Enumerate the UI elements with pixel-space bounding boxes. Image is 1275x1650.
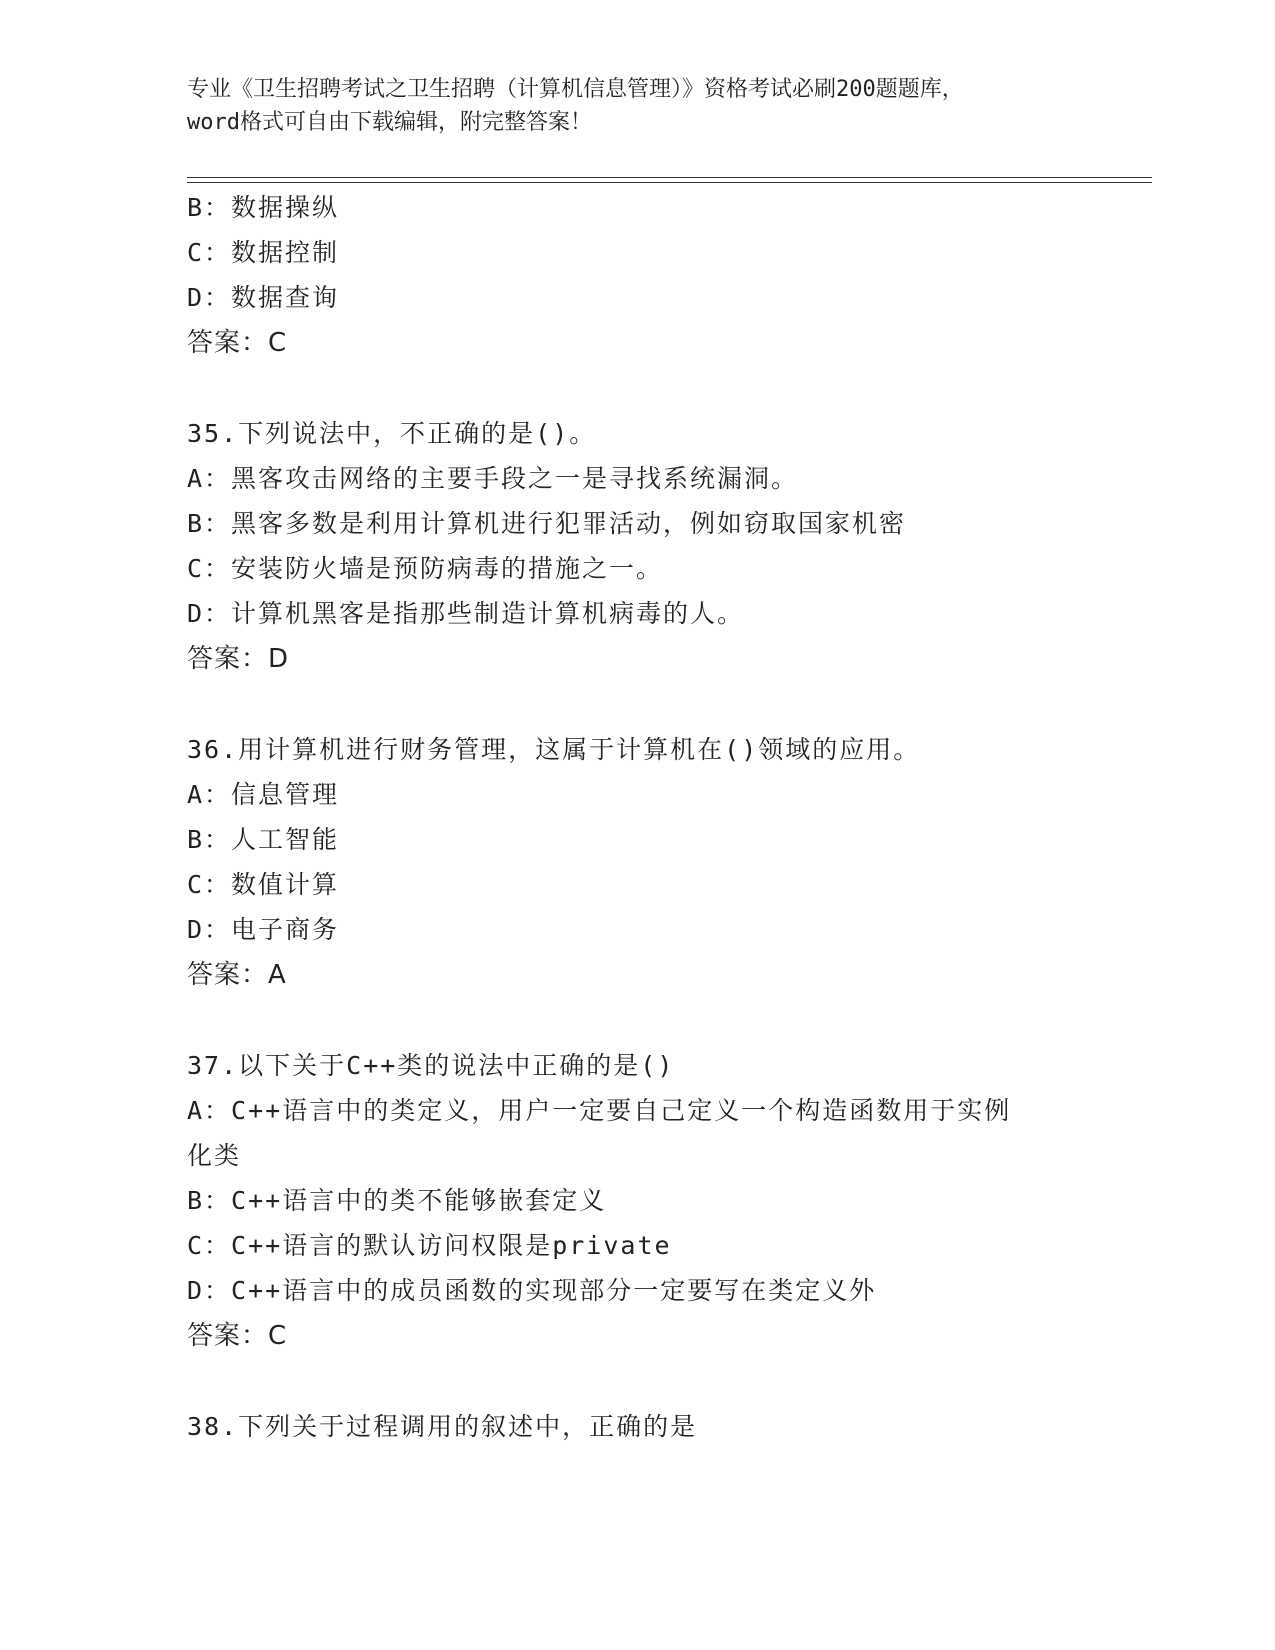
q34-option-b: B：数据操纵 [187,193,340,222]
q37-option-a-continued: 化类 [187,1141,242,1170]
q36-question: 36.用计算机进行财务管理，这属于计算机在()领域的应用。 [187,735,921,764]
q37-option-a: A：C++语言中的类定义，用户一定要自己定义一个构造函数用于实例 [187,1096,1012,1125]
q34-option-c: C：数据控制 [187,238,340,267]
q38-question: 38.下列关于过程调用的叙述中，正确的是 [187,1412,698,1441]
header-title-line-2: word格式可自由下载编辑，附完整答案！ [187,110,592,135]
q35-question: 35.下列说法中，不正确的是()。 [187,419,597,448]
q36-option-a: A：信息管理 [187,780,340,809]
q35-option-c: C：安装防火墙是预防病毒的措施之一。 [187,554,664,583]
q37-question: 37.以下关于C++类的说法中正确的是() [187,1051,675,1080]
q37-answer: 答案：C [187,1321,288,1351]
header-divider-bottom [187,182,1152,183]
header-divider-top [187,177,1152,178]
q35-option-a: A：黑客攻击网络的主要手段之一是寻找系统漏洞。 [187,464,799,493]
q34-option-d: D：数据查询 [187,283,340,312]
q36-answer: 答案：A [187,960,287,990]
q37-option-b: B：C++语言中的类不能够嵌套定义 [187,1186,607,1215]
q36-option-d: D：电子商务 [187,915,340,944]
q35-answer: 答案：D [187,644,290,674]
q34-answer: 答案：C [187,328,288,358]
q36-option-b: B：人工智能 [187,825,340,854]
q36-option-c: C：数值计算 [187,870,340,899]
q37-option-d: D：C++语言中的成员函数的实现部分一定要写在类定义外 [187,1276,877,1305]
header-title-line-1: 专业《卫生招聘考试之卫生招聘（计算机信息管理）》资格考试必刷200题题库， [187,77,964,102]
q37-option-c: C：C++语言的默认访问权限是private [187,1231,672,1260]
document-header [187,73,1087,139]
q35-option-b: B：黑客多数是利用计算机进行犯罪活动，例如窃取国家机密 [187,509,907,538]
q35-option-d: D：计算机黑客是指那些制造计算机病毒的人。 [187,599,745,628]
